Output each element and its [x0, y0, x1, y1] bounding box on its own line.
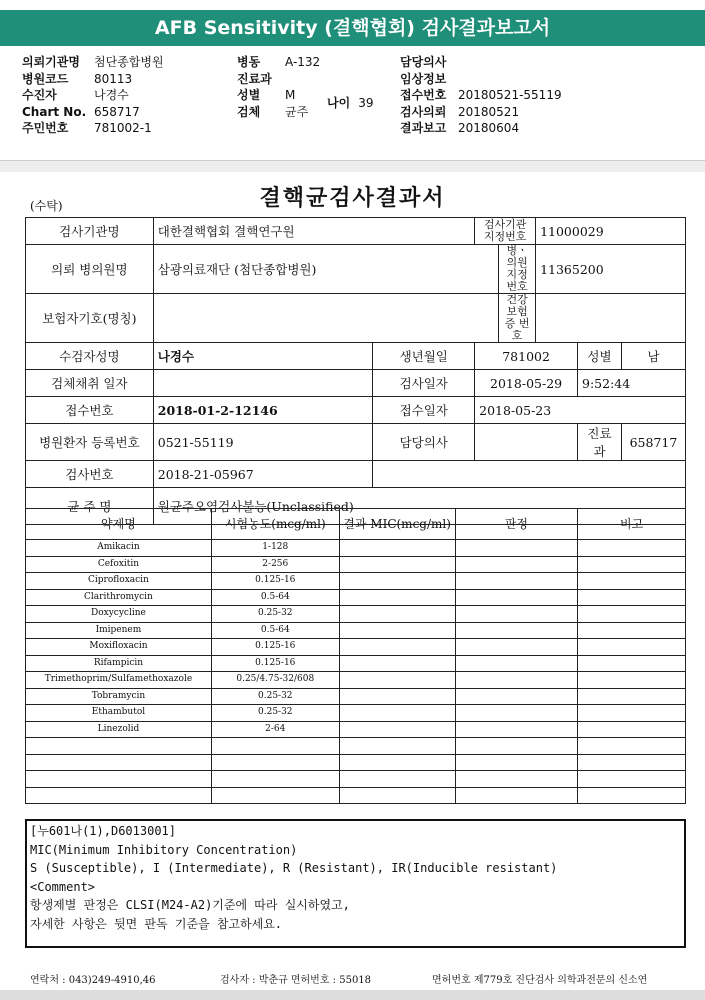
table-row [26, 655, 686, 672]
age-field [327, 94, 373, 111]
section-divider [0, 160, 705, 172]
requesting-hospital-label: 의뢰 병의원명 [26, 245, 154, 294]
examinee-name-value: 나경수 [153, 343, 373, 370]
document-title: 결핵균검사결과서 [259, 185, 446, 211]
test-time-value: 9:52:44 [578, 370, 686, 397]
notes-box [25, 819, 686, 948]
specimen-value: 균주 [285, 104, 309, 119]
resident-no-label: 주민번호 [22, 121, 69, 135]
test-request-value: 20180521 [458, 104, 520, 119]
table-row [26, 622, 686, 639]
drug-name: Trimethoprim/Sulfamethoxazole [26, 672, 212, 689]
sex-value: M [285, 88, 296, 102]
footer-examiner: 검사자 : 박춘규 면허번호 : 55018 [220, 975, 372, 986]
header-info-col1 [22, 54, 164, 137]
test-concentration: 2-256 [211, 556, 339, 573]
drug-name: Clarithromycin [26, 589, 212, 606]
col-header-concentration: 시험농도(mcg/ml) [211, 509, 339, 540]
strain-label: 균 주 명 [26, 488, 154, 525]
test-date-label: 검사일자 [373, 370, 475, 397]
test-request-label: 검사의뢰 [400, 104, 447, 119]
requesting-institution-value: 첨단종합병원 [94, 55, 164, 69]
dept-label: 진료과 [578, 424, 622, 461]
note-line: [누601나(1),D6013001] [30, 824, 177, 838]
department-label: 진료과 [237, 71, 272, 86]
test-concentration: 0.25-32 [211, 606, 339, 623]
ward-value: A-132 [285, 55, 321, 69]
table-row [26, 705, 686, 722]
hospital-id-label: 병ㆍ의원 지정번호 [499, 245, 536, 294]
test-no-empty [373, 461, 686, 488]
col-header-interpretation: 판정 [455, 509, 578, 540]
receipt-no-label: 접수번호 [26, 397, 154, 424]
table-row [26, 606, 686, 623]
table-row [26, 787, 686, 804]
lab-name-label: 검사기관명 [26, 218, 154, 245]
health-insurance-label: 건강보험 증 번 호 [499, 294, 536, 343]
report-header-title: AFB Sensitivity (결핵협회) 검사결과보고서 [0, 10, 705, 46]
hospital-reg-no-value: 0521-55119 [153, 424, 373, 461]
table-row [26, 738, 686, 755]
lab-id-label: 검사기관 지정번호 [475, 218, 536, 245]
note-line: MIC(Minimum Inhibitory Concentration) [30, 842, 298, 857]
test-concentration: 0.125-16 [211, 573, 339, 590]
note-line: 자세한 사항은 뒷면 판독 기준을 참고하세요. [30, 916, 283, 931]
doctor-value [475, 424, 578, 461]
collection-date-value [153, 370, 373, 397]
ward-label: 병동 [237, 55, 261, 69]
test-concentration: 0.25-32 [211, 688, 339, 705]
note-line: S (Susceptible), I (Intermediate), R (Resistant), IR(Inducible resistant) [30, 861, 558, 875]
birth-date-value: 781002 [475, 343, 578, 370]
footer-contact: 연락처 : 043)249-4910,46 [30, 975, 156, 986]
test-concentration: 0.25/4.75-32/608 [211, 672, 339, 689]
drug-name: Ciprofloxacin [26, 573, 212, 590]
receipt-date-value: 2018-05-23 [475, 397, 686, 424]
test-date-value: 2018-05-29 [475, 370, 578, 397]
chart-no-value: 658717 [94, 104, 140, 119]
drug-name: Imipenem [26, 622, 212, 639]
drug-name: Cefoxitin [26, 556, 212, 573]
result-report-value: 20180604 [458, 121, 520, 135]
insurer-label: 보험자기호(명칭) [26, 294, 154, 343]
specimen-label: 검체 [237, 104, 261, 119]
sex-field-label: 성별 [578, 343, 622, 370]
birth-date-label: 생년월일 [373, 343, 475, 370]
patient-info-table [25, 217, 686, 525]
dept-value: 658717 [621, 424, 685, 461]
drug-name: Moxifloxacin [26, 639, 212, 656]
requesting-hospital-value: 삼광의료재단 (첨단종합병원) [153, 245, 498, 294]
test-concentration: 0.25-32 [211, 705, 339, 722]
examinee-name-label: 수검자성명 [26, 343, 154, 370]
header-info-col3 [400, 54, 562, 137]
test-concentration: 1-128 [211, 540, 339, 557]
note-line: <Comment> [30, 879, 96, 894]
accession-no-label: 접수번호 [400, 88, 447, 102]
sex-label: 성별 [237, 88, 261, 102]
attending-doctor-label: 담당의사 [400, 55, 447, 69]
table-row [26, 771, 686, 788]
resident-no-value: 781002-1 [94, 121, 152, 135]
table-row [26, 754, 686, 771]
age-label: 나이 [327, 96, 351, 110]
hospital-reg-no-label: 병원환자 등록번호 [26, 424, 154, 461]
drug-name: Ethambutol [26, 705, 212, 722]
table-row [26, 573, 686, 590]
table-row [26, 688, 686, 705]
accession-no-value: 20180521-55119 [458, 88, 562, 102]
clinical-info-label: 임상정보 [400, 71, 447, 86]
test-concentration: 0.125-16 [211, 639, 339, 656]
receipt-tag: (수탁) [30, 199, 63, 213]
bottom-scroll-edge [0, 990, 705, 1000]
footer-license: 면허번호 제779호 진단검사 의학과전문의 신소연 [432, 975, 648, 986]
result-report-label: 결과보고 [400, 121, 447, 135]
sensitivity-table [25, 508, 686, 804]
test-concentration: 2-64 [211, 721, 339, 738]
col-header-drug: 약제명 [26, 509, 212, 540]
header-info-col2 [237, 54, 320, 120]
test-concentration: 0.5-64 [211, 589, 339, 606]
drug-name: Tobramycin [26, 688, 212, 705]
receipt-date-label: 접수일자 [373, 397, 475, 424]
hospital-code-value: 80113 [94, 71, 133, 86]
test-no-value: 2018-21-05967 [153, 461, 373, 488]
chart-no-label: Chart No. [22, 104, 87, 119]
sex-field-value: 남 [621, 343, 685, 370]
patient-label: 수진자 [22, 88, 57, 102]
doctor-label: 담당의사 [373, 424, 475, 461]
table-row [26, 639, 686, 656]
hospital-id-value: 11365200 [536, 245, 686, 294]
test-no-label: 검사번호 [26, 461, 154, 488]
table-row [26, 721, 686, 738]
table-row [26, 540, 686, 557]
table-row [26, 589, 686, 606]
drug-name: Rifampicin [26, 655, 212, 672]
col-header-remarks: 비고 [578, 509, 686, 540]
health-insurance-value [536, 294, 686, 343]
age-value: 39 [358, 96, 374, 110]
patient-value: 나경수 [94, 88, 129, 102]
receipt-no-value: 2018-01-2-12146 [153, 397, 373, 424]
col-header-mic: 결과 MIC(mcg/ml) [339, 509, 455, 540]
table-row [26, 556, 686, 573]
test-concentration: 0.125-16 [211, 655, 339, 672]
note-line: 항생제별 판정은 CLSI(M24-A2)기준에 따라 실시하였고, [30, 898, 350, 912]
insurer-value [153, 294, 498, 343]
table-row [26, 672, 686, 689]
lab-id-value: 11000029 [536, 218, 686, 245]
test-concentration: 0.5-64 [211, 622, 339, 639]
drug-name: Linezolid [26, 721, 212, 738]
drug-name: Amikacin [26, 540, 212, 557]
lab-name-value: 대한결핵협회 결핵연구원 [153, 218, 474, 245]
collection-date-label: 검체채취 일자 [26, 370, 154, 397]
hospital-code-label: 병원코드 [22, 71, 69, 86]
drug-name: Doxycycline [26, 606, 212, 623]
strain-value: 원균주오염검사불능(Unclassified) [153, 488, 685, 525]
requesting-institution-label: 의뢰기관명 [22, 55, 80, 69]
